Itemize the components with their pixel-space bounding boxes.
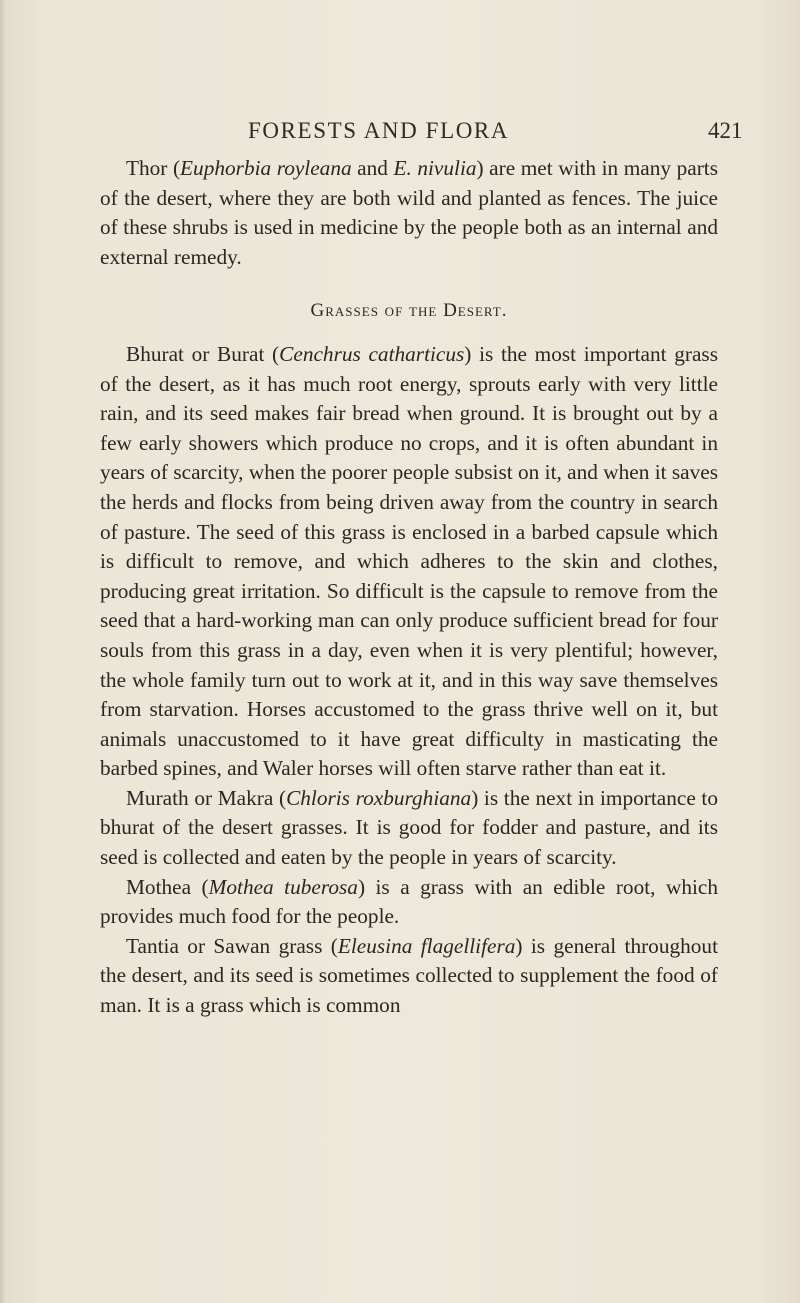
species-name: Eleusina flagellifera: [337, 933, 516, 958]
paragraph-murath: Murath or Makra (Chloris roxburghiana) is the next in importance to bhurat of the desert grasses. It is good for fodder and pasture, and its seed is collected and eaten by the people in years of scarcity.: [100, 785, 718, 870]
species-name: Euphorbia royleana: [180, 156, 352, 180]
paragraph-mothea: Mothea (Mothea tuberosa) is a grass with an edible root, which provides much food for the people.: [100, 874, 718, 929]
paragraph-tantia: Tantia or Sawan grass (Eleusina flagellifera) is general throughout the desert, and its seed is sometimes collected to supplement the food of man. It is a grass which is common: [100, 933, 718, 1018]
species-name: Cenchrus catharticus: [279, 341, 465, 366]
species-name: Chloris roxburghiana: [286, 785, 472, 810]
page-edge-shadow: [0, 0, 6, 1303]
paragraph-thor: Thor (Euphorbia royleana and E. nivulia) are met with in many parts of the desert, where they are both wild and planted as fences. The juice of these shrubs is used in medicine by the people both as an internal and external remedy.: [100, 156, 718, 269]
paragraph-bhurat: Bhurat or Burat (Cenchrus catharticus) is the most important grass of the desert, as it has much root energy, sprouts early with very little rain, and its seed makes fair bread when ground. It is brought out by a few early showers which produce no crops, and it is often abundant in years of scarcity, when the poorer people subsist on it, and when it saves the herds and flocks from being driven away from the country in search of pasture. The seed of this grass is enclosed in a barbed capsule which is difficult to remove, and which adheres to the skin and clothes, producing great irritation. So difficult is the capsule to remove from the seed that a hard-working man can only produce sufficient bread for four souls from this grass in a day, even when it is very plentiful; however, the whole family turn out to work at it, and in this way save themselves from starvation. Horses accustomed to the grass thrive well on it, but animals unaccustomed to it have great difficulty in masticating the barbed spines, and Waler horses will often starve rather than eat it.: [100, 341, 718, 781]
running-head: FORESTS AND FLORA: [248, 118, 510, 143]
page-header: [0, 118, 800, 148]
species-name: Mothea tuberosa: [208, 874, 358, 899]
species-name: E. nivulia: [393, 156, 477, 180]
body-text: [100, 154, 718, 1021]
page-number: 421: [708, 118, 743, 143]
section-heading: Grasses of the Desert.: [310, 300, 508, 322]
